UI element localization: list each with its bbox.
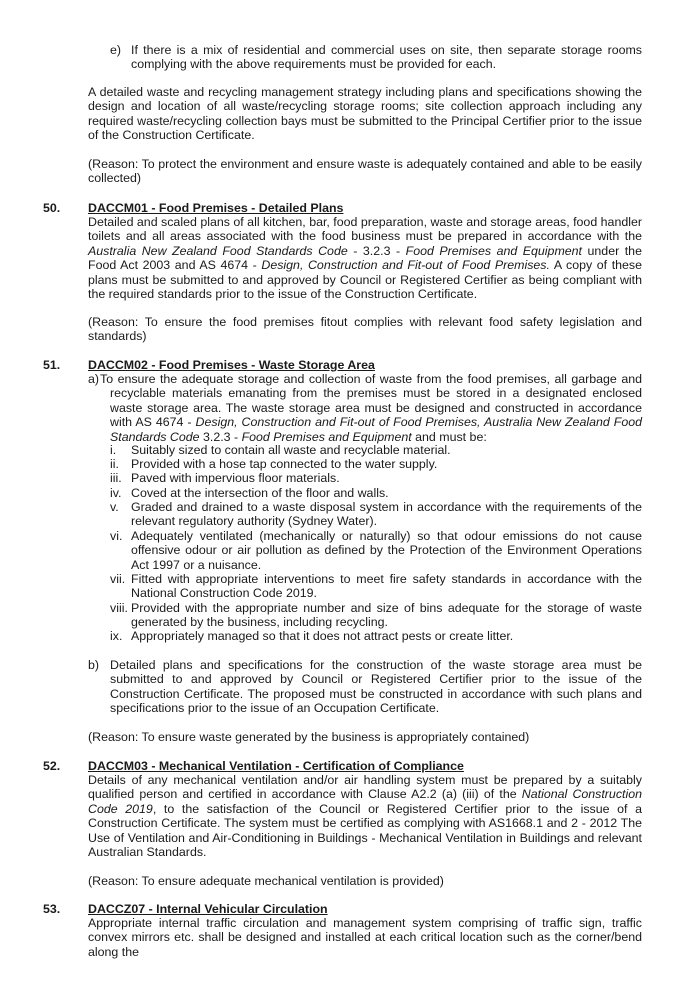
- roman-item-v: Graded and drained to a waste disposal system in accordance with the requirements of the relevant regulatory authority (Sydney Water).: [131, 500, 642, 529]
- condition-50-heading: DACCM01 - Food Premises - Detailed Plans: [88, 201, 344, 215]
- condition-53-body: Appropriate internal traffic circulation and management system comprising of traffic sign, traffic convex mirrors etc. shall be designed and installed at each critical location such as the corner/bend along the: [88, 916, 642, 959]
- condition-51-number: 51.: [43, 358, 61, 372]
- item-a-label: a): [88, 372, 100, 386]
- condition-52-heading: DACCM03 - Mechanical Ventilation - Certification of Compliance: [88, 759, 464, 773]
- roman-item-ix: Appropriately managed so that it does not attract pests or create litter.: [131, 629, 514, 643]
- condition-52-number: 52.: [43, 759, 61, 773]
- item-a-text: To ensure the adequate storage and collection of waste from the food premises, all garbage and recyclable materials emanating from the premises must be stored in a designated enclosed waste storage area. The waste storage area must be designed and constructed in accordance with AS 4674 - Design, Construction and Fit-out of Food Premises, Australia New Zealand Food Standards Code 3.2.3 - Food Premises and Equipment and must be:: [100, 372, 642, 444]
- item-e-text: If there is a mix of residential and commercial uses on site, then separate storage rooms complying with the above requirements must be provided for each.: [131, 43, 642, 72]
- item-b-label: b): [88, 658, 100, 672]
- roman-item-vi: Adequately ventilated (mechanically or naturally) so that odour emissions do not cause offensive odour or air pollution as defined by the Protection of the Environment Operations Act 1997 or a nuisance.: [131, 529, 642, 572]
- strategy-paragraph: A detailed waste and recycling management strategy including plans and specifications showing the design and location of all waste/recycling storage rooms; site collection approach including any required waste/recycling collection bays must be submitted to the Principal Certifier prior to the issue of the Construction Certificate.: [88, 85, 642, 143]
- roman-item-viii: Provided with the appropriate number and size of bins adequate for the storage of waste generated by the business, including recycling.: [131, 601, 642, 630]
- item-b-text: Detailed plans and specifications for the construction of the waste storage area must be submitted to and approved by Council or Registered Certifier prior to the issue of the Construction Certificate. The proposed must be constructed in accordance with such plans and specifications prior to the issue of an Occupation Certificate.: [110, 658, 642, 716]
- roman-item-iv: Coved at the intersection of the floor and walls.: [131, 486, 389, 500]
- condition-50-number: 50.: [43, 201, 61, 215]
- item-e-label: e): [110, 43, 122, 57]
- intro-reason: (Reason: To protect the environment and ensure waste is adequately contained and able to be easily collected): [88, 157, 642, 186]
- condition-52-body: Details of any mechanical ventilation and/or air handling system must be prepared by a suitably qualified person and certified in accordance with Clause A2.2 (a) (iii) of the National Construction Code 2019, to the satisfaction of the Council or Registered Certifier prior to the issue of a Construction Certificate. The system must be certified as complying with AS1668.1 and 2 - 2012 The Use of Ventilation and Air-Conditioning in Buildings - Mechanical Ventilation in Buildings and relevant Australian Standards.: [88, 773, 642, 860]
- roman-label-i: i.: [110, 443, 117, 457]
- roman-label-iv: iv.: [110, 486, 122, 500]
- roman-item-iii: Paved with impervious floor materials.: [131, 471, 340, 485]
- condition-53-heading: DACCZ07 - Internal Vehicular Circulation: [88, 902, 328, 916]
- condition-52-reason: (Reason: To ensure adequate mechanical ventilation is provided): [88, 874, 444, 888]
- roman-label-v: v.: [110, 500, 119, 514]
- condition-51-reason: (Reason: To ensure waste generated by the business is appropriately contained): [88, 730, 530, 744]
- roman-item-i: Suitably sized to contain all waste and recyclable material.: [131, 443, 451, 457]
- condition-53-number: 53.: [43, 902, 61, 916]
- roman-label-viii: viii.: [110, 601, 128, 615]
- condition-50-body: Detailed and scaled plans of all kitchen, bar, food preparation, waste and storage areas, food handler toilets and all areas associated with the food business must be prepared in accordance with the Australia New Zealand Food Standards Code - 3.2.3 - Food Premises and Equipment under the Food Act 2003 and AS 4674 - Design, Construction and Fit-out of Food Premises. A copy of these plans must be submitted to and approved by Council or Registered Certifier as being compliant with the required standards prior to the issue of the Construction Certificate.: [88, 215, 643, 302]
- roman-item-vii: Fitted with appropriate interventions to meet fire safety standards in accordance with the National Construction Code 2019.: [131, 572, 642, 601]
- roman-item-ii: Provided with a hose tap connected to the water supply.: [131, 457, 438, 471]
- roman-label-vi: vi.: [110, 529, 123, 543]
- roman-label-iii: iii.: [110, 471, 122, 485]
- roman-label-ix: ix.: [110, 629, 123, 643]
- roman-label-vii: vii.: [110, 572, 126, 586]
- roman-label-ii: ii.: [110, 457, 119, 471]
- condition-51-heading: DACCM02 - Food Premises - Waste Storage Area: [88, 358, 375, 372]
- condition-50-reason: (Reason: To ensure the food premises fitout complies with relevant food safety legislation and standards): [88, 315, 642, 344]
